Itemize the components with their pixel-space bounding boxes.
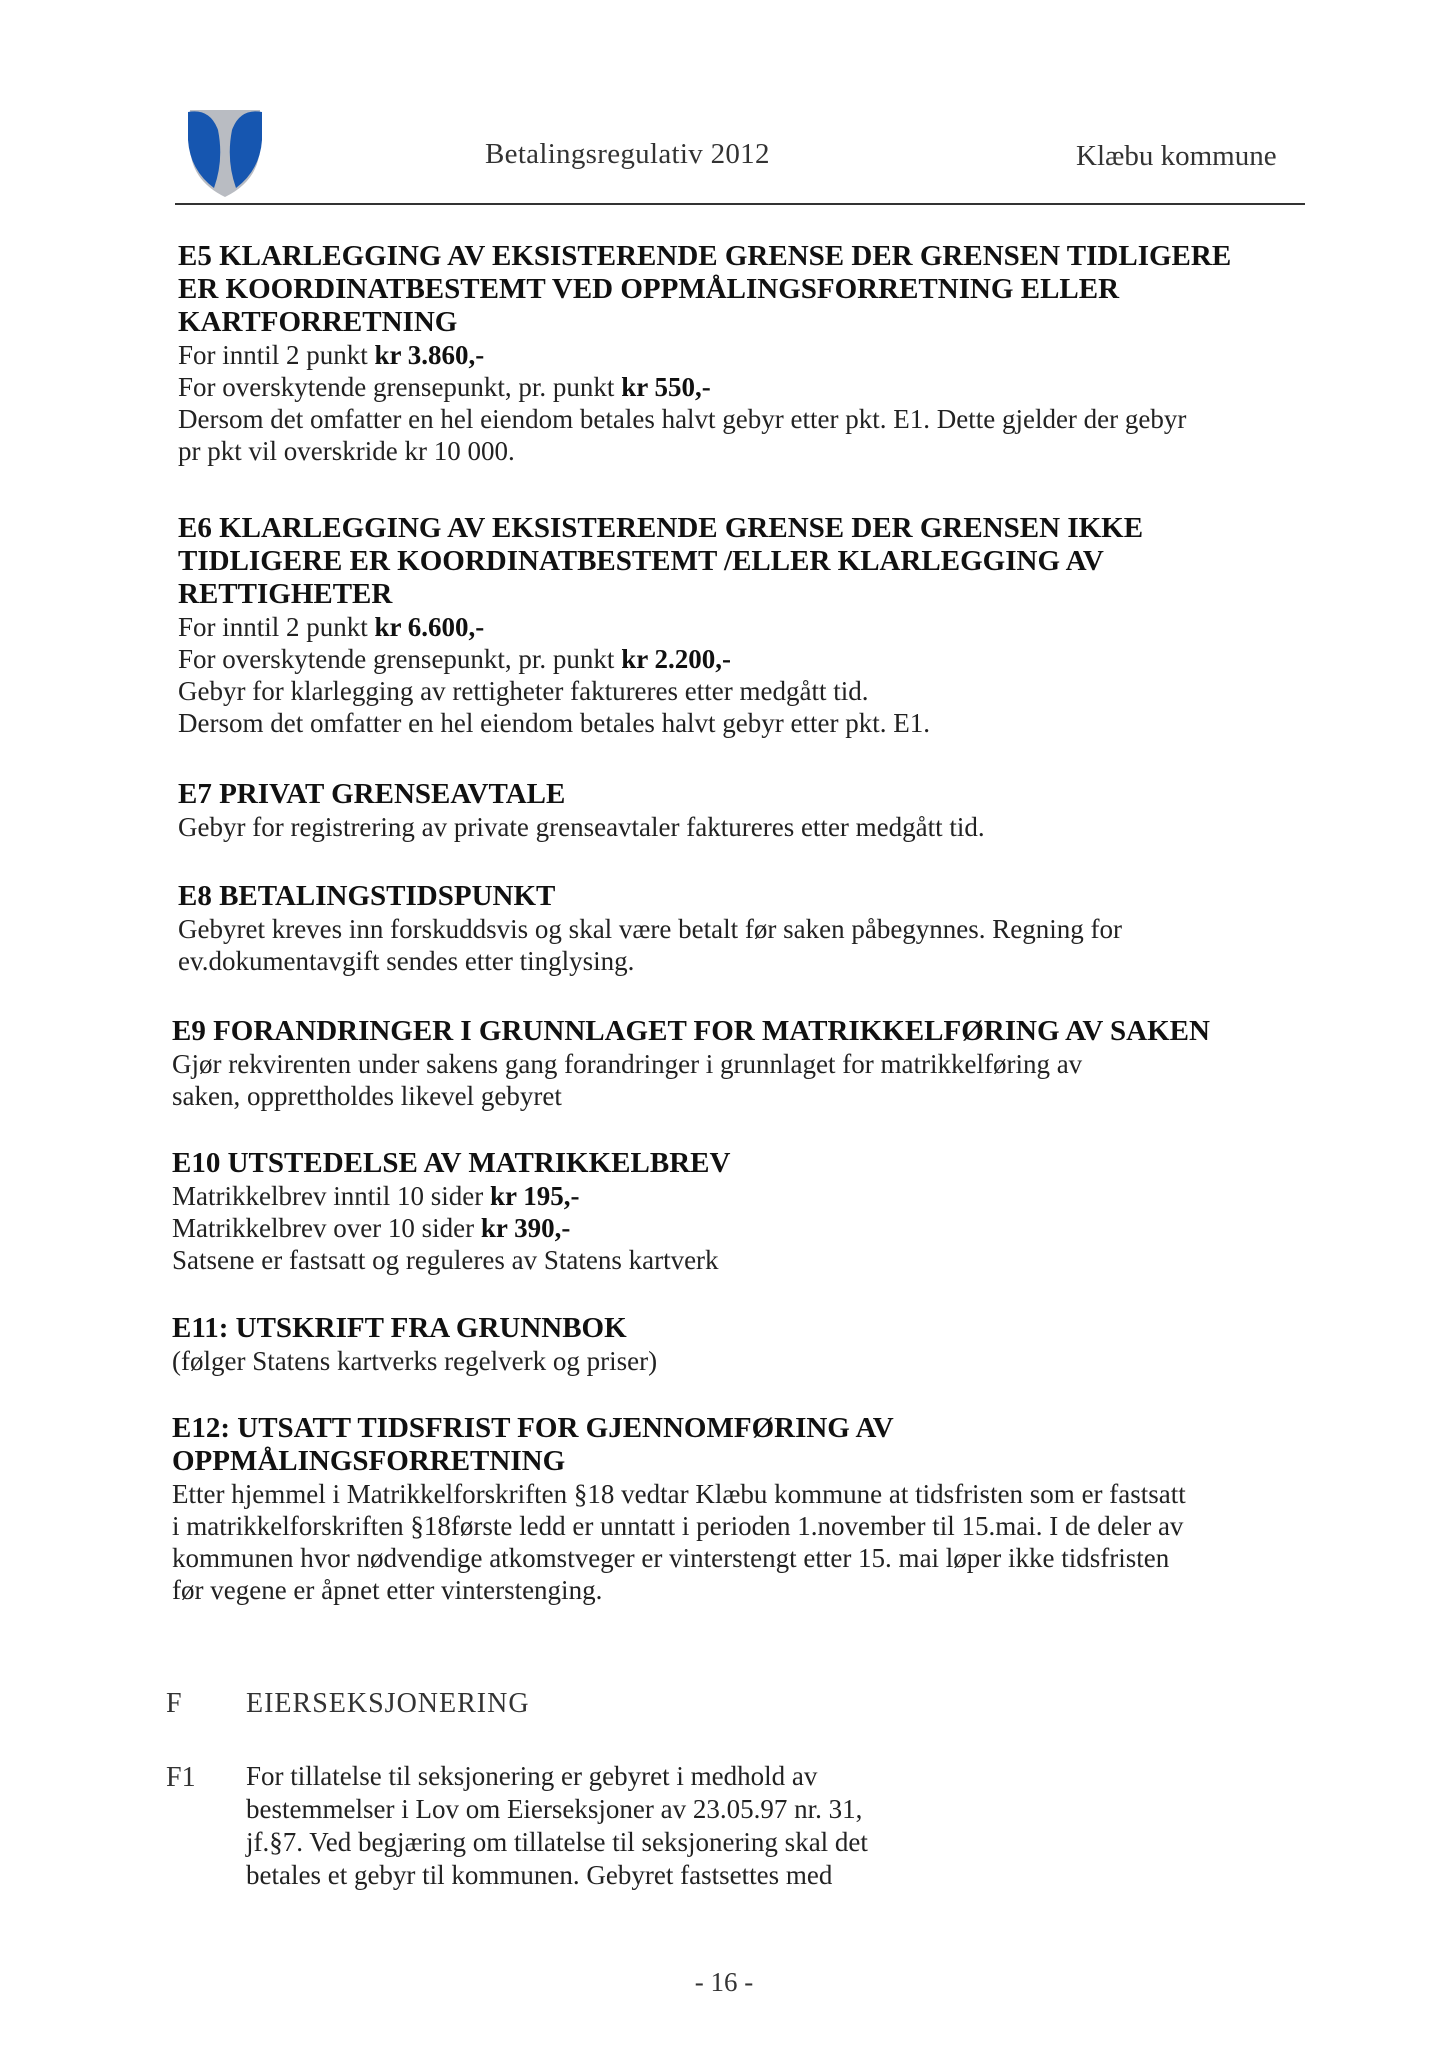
fee-amount: kr 3.860,- (374, 340, 485, 370)
fee-amount: kr 195,- (489, 1181, 580, 1211)
body-text-line: Etter hjemmel i Matrikkelforskriften §18 vedtar Klæbu kommune at tidsfristen som er fastsatt (172, 1479, 1186, 1509)
header-divider (175, 203, 1305, 205)
section-e7 (178, 778, 1308, 843)
municipality-coat-of-arms-logo (180, 100, 270, 200)
body-text-line: For tillatelse til seksjonering er gebyret i medhold av (246, 1761, 818, 1791)
header-title: Betalingsregulativ 2012 (485, 138, 770, 170)
section-heading: E11: UTSKRIFT FRA GRUNNBOK (172, 1312, 627, 1344)
body-text-line: før vegene er åpnet etter vinterstenging. (172, 1575, 603, 1605)
body-text-line: bestemmelser i Lov om Eierseksjoner av 23.05.97 nr. 31, (246, 1794, 863, 1824)
fee-line: For inntil 2 punkt kr 3.860,- (178, 340, 485, 370)
subsection-f1-body (246, 1760, 1006, 1892)
body-text-line: Gebyret kreves inn forskuddsvis og skal være betalt før saken påbegynnes. Regning for (178, 914, 1123, 944)
fee-amount: kr 390,- (480, 1213, 571, 1243)
body-text-line: Gebyr for klarlegging av rettigheter faktureres etter medgått tid. (178, 676, 869, 706)
page-number: - 16 - (694, 1967, 754, 1997)
fee-line: Matrikkelbrev inntil 10 sider kr 195,- (172, 1181, 580, 1211)
body-text-line: (følger Statens kartverks regelverk og priser) (172, 1346, 658, 1376)
fee-line: Matrikkelbrev over 10 sider kr 390,- (172, 1213, 571, 1243)
section-e8 (178, 880, 1308, 977)
section-e9 (172, 1015, 1302, 1112)
section-e5 (178, 240, 1308, 467)
section-e6 (178, 512, 1308, 739)
body-text-line: Dersom det omfatter en hel eiendom betales halvt gebyr etter pkt. E1. (178, 708, 930, 738)
body-text-line: Gebyr for registrering av private grenseavtaler faktureres etter medgått tid. (178, 812, 985, 842)
body-text-line: Satsene er fastsatt og reguleres av Statens kartverk (172, 1245, 719, 1275)
section-e10 (172, 1147, 1302, 1276)
body-text-line: Dersom det omfatter en hel eiendom betales halvt gebyr etter pkt. E1. Dette gjelder der gebyr (178, 404, 1187, 434)
chapter-letter: F (166, 1688, 182, 1719)
fee-amount: kr 2.200,- (621, 644, 731, 674)
section-heading-line: E6 KLARLEGGING AV EKSISTERENDE GRENSE DER GRENSEN IKKE (178, 512, 1144, 544)
section-heading-line: E12: UTSATT TIDSFRIST FOR GJENNOMFØRING AV (172, 1412, 894, 1444)
section-heading-line: TIDLIGERE ER KOORDINATBESTEMT /ELLER KLARLEGGING AV (178, 545, 1104, 577)
section-heading: E10 UTSTEDELSE AV MATRIKKELBREV (172, 1147, 731, 1179)
section-heading: E8 BETALINGSTIDSPUNKT (178, 880, 556, 912)
subsection-label: F1 (166, 1762, 196, 1793)
body-text-line: kommunen hvor nødvendige atkomstveger er vinterstengt etter 15. mai løper ikke tidsfristen (172, 1543, 1170, 1573)
fee-line: For overskytende grensepunkt, pr. punkt kr 550,- (178, 372, 711, 402)
section-heading-line: RETTIGHETER (178, 578, 393, 610)
section-heading-line: ER KOORDINATBESTEMT VED OPPMÅLINGSFORRETNING ELLER (178, 273, 1120, 305)
fee-line: For inntil 2 punkt kr 6.600,- (178, 612, 485, 642)
section-heading-line: KARTFORRETNING (178, 306, 458, 338)
section-heading: E9 FORANDRINGER I GRUNNLAGET FOR MATRIKKELFØRING AV SAKEN (172, 1015, 1210, 1047)
chapter-title: EIERSEKSJONERING (246, 1688, 530, 1719)
body-text-line: pr pkt vil overskride kr 10 000. (178, 436, 515, 466)
fee-amount: kr 550,- (621, 372, 711, 402)
body-text-line: Gjør rekvirenten under sakens gang forandringer i grunnlaget for matrikkelføring av (172, 1049, 1083, 1079)
header-municipality: Klæbu kommune (1076, 140, 1277, 172)
body-text-line: saken, opprettholdes likevel gebyret (172, 1081, 562, 1111)
fee-amount: kr 6.600,- (374, 612, 485, 642)
section-e11 (172, 1312, 1302, 1377)
body-text-line: betales et gebyr til kommunen. Gebyret fastsettes med (246, 1860, 833, 1890)
section-heading: E7 PRIVAT GRENSEAVTALE (178, 778, 566, 810)
body-text-line: jf.§7. Ved begjæring om tillatelse til seksjonering skal det (246, 1827, 868, 1857)
body-text-line: i matrikkelforskriften §18første ledd er unntatt i perioden 1.november til 15.mai. I de deler av (172, 1511, 1184, 1541)
section-heading-line: E5 KLARLEGGING AV EKSISTERENDE GRENSE DER GRENSEN TIDLIGERE (178, 240, 1232, 272)
body-text-line: ev.dokumentavgift sendes etter tinglysing. (178, 946, 635, 976)
fee-line: For overskytende grensepunkt, pr. punkt kr 2.200,- (178, 644, 731, 674)
section-heading-line: OPPMÅLINGSFORRETNING (172, 1445, 566, 1477)
section-e12 (172, 1412, 1302, 1606)
